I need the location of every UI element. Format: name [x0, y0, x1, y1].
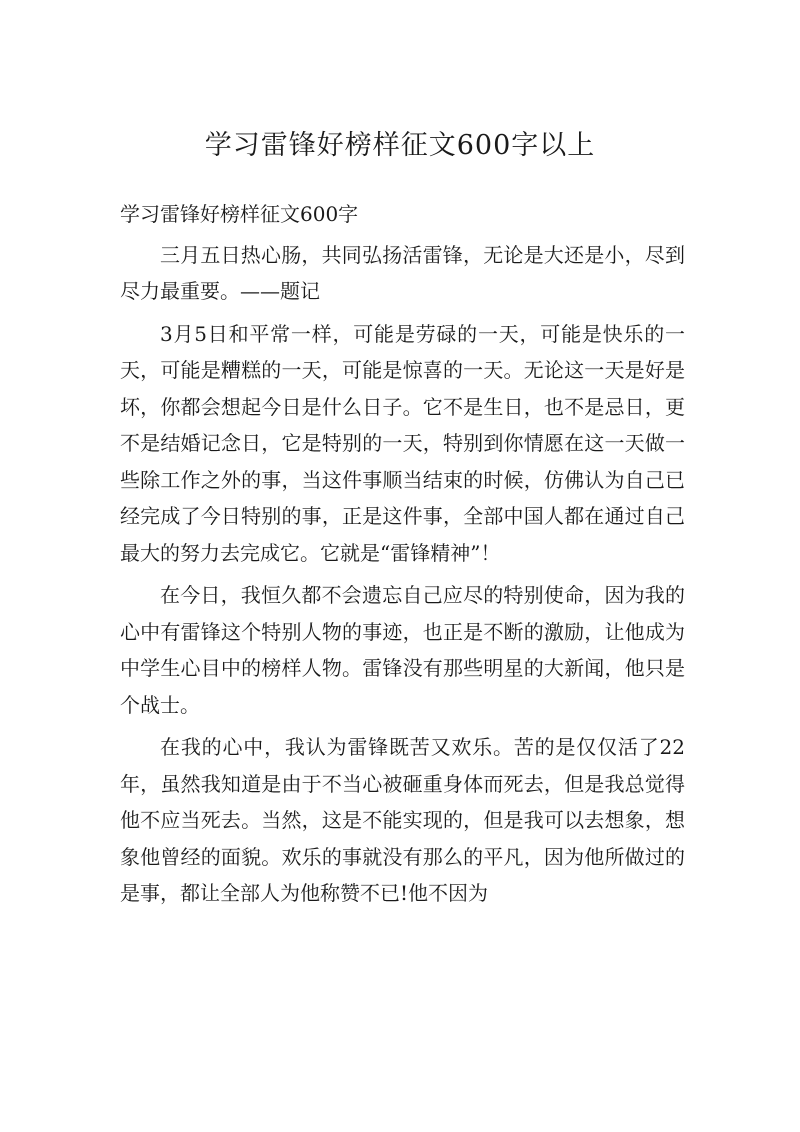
document-subtitle: 学习雷锋好榜样征文600字 [120, 202, 359, 226]
paragraph-epigraph: 三月五日热心肠，共同弘扬活雷锋，无论是大还是小，尽到尽力最重要。——题记 [120, 242, 685, 303]
document-title: 学习雷锋好榜样征文600字以上 [204, 130, 596, 161]
paragraph-march-fifth: 3月5日和平常一样，可能是劳碌的一天，可能是快乐的一天，可能是糟糕的一天，可能是惊喜的一天。无论这一天是好是坏，你都会想起今日是什么日子。它不是生日，也不是忌日，更不是结婚记念日，它是特别的一天，特别到你情愿在这一天做一些除工作之外的事，当这件事顺当结束的时候，仿佛认为自己已经完成了今日特别的事，正是这件事，全部中国人都在通过自己最大的努力去完成它。它就是“雷锋精神”！ [120, 321, 685, 565]
paragraph-bitter-joy: 在我的心中，我认为雷锋既苦又欢乐。苦的是仅仅活了22年，虽然我知道是由于不当心被砸重身体而死去，但是我总觉得他不应当死去。当然，这是不能实现的，但是我可以去想象，想象他曾经的面貌。欢乐的事就没有那么的平凡，因为他所做过的是事，都让全部人为他称赞不已!他不因为 [120, 735, 685, 905]
paragraph-mission: 在今日，我恒久都不会遗忘自己应尽的特别使命，因为我的心中有雷锋这个特别人物的事迹，也正是不断的激励，让他成为中学生心目中的榜样人物。雷锋没有那些明星的大新闻，他只是个战士。 [120, 583, 685, 717]
document-body [120, 196, 685, 912]
